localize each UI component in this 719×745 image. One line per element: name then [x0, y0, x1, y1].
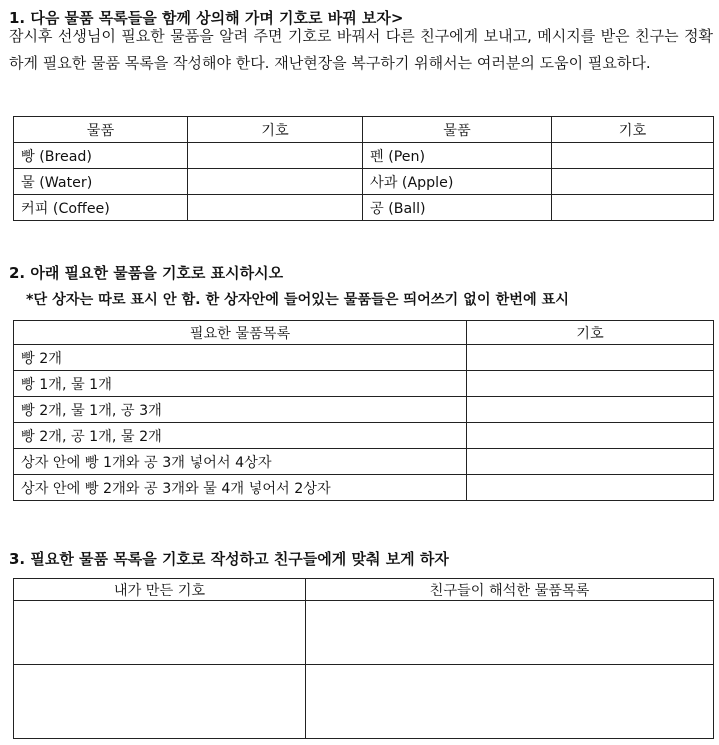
- table-header-row: [14, 321, 714, 345]
- table-row: [14, 345, 714, 371]
- symbol-cell[interactable]: [467, 345, 714, 371]
- symbol-table: [13, 116, 714, 221]
- item-cell: 커피 (Coffee): [14, 195, 188, 221]
- symbol-cell[interactable]: [552, 195, 714, 221]
- interpretation-cell[interactable]: [306, 665, 714, 739]
- my-symbols-cell[interactable]: [14, 665, 306, 739]
- table-header-row: [14, 117, 714, 143]
- item-cell: 공 (Ball): [363, 195, 552, 221]
- item-list-cell: 빵 1개, 물 1개: [14, 371, 467, 397]
- table-row: [14, 665, 714, 739]
- table-row: [14, 601, 714, 665]
- item-list-cell: 상자 안에 빵 2개와 공 3개와 물 4개 넣어서 2상자: [14, 475, 467, 501]
- table-row: [14, 195, 714, 221]
- item-list-cell: 빵 2개, 공 1개, 물 2개: [14, 423, 467, 449]
- section2-note: *단 상자는 따로 표시 안 함. 한 상자안에 들어있는 물품들은 띄어쓰기 없이 한번에 표시: [26, 292, 569, 308]
- symbol-cell[interactable]: [188, 169, 363, 195]
- symbol-cell[interactable]: [467, 423, 714, 449]
- header-my-symbols: 내가 만든 기호: [14, 579, 306, 601]
- interpretation-cell[interactable]: [306, 601, 714, 665]
- table-row: [14, 371, 714, 397]
- header-item-1: 물품: [14, 117, 188, 143]
- section3-title: 3. 필요한 물품 목록을 기호로 작성하고 친구들에게 맞춰 보게 하자: [9, 550, 449, 568]
- header-symbol: 기호: [467, 321, 714, 345]
- header-friends-interpretation: 친구들이 해석한 물품목록: [306, 579, 714, 601]
- section1-title: 1. 다음 물품 목록들을 함께 상의해 가며 기호로 바꿔 보자>: [9, 9, 404, 27]
- table-row: [14, 397, 714, 423]
- header-symbol-1: 기호: [188, 117, 363, 143]
- table-row: [14, 423, 714, 449]
- section2-title: 2. 아래 필요한 물품을 기호로 표시하시오: [9, 264, 284, 282]
- header-symbol-2: 기호: [552, 117, 714, 143]
- item-cell: 빵 (Bread): [14, 143, 188, 169]
- table-row: [14, 143, 714, 169]
- symbol-cell[interactable]: [467, 449, 714, 475]
- header-item-2: 물품: [363, 117, 552, 143]
- symbol-cell[interactable]: [552, 169, 714, 195]
- symbol-cell[interactable]: [188, 195, 363, 221]
- item-list-cell: 상자 안에 빵 1개와 공 3개 넣어서 4상자: [14, 449, 467, 475]
- header-item-list: 필요한 물품목록: [14, 321, 467, 345]
- table-row: [14, 169, 714, 195]
- symbol-cell[interactable]: [188, 143, 363, 169]
- item-list-cell: 빵 2개, 물 1개, 공 3개: [14, 397, 467, 423]
- needed-items-table: [13, 320, 714, 501]
- exchange-table: [13, 578, 714, 739]
- section1-description: 잠시후 선생님이 필요한 물품을 알려 주면 기호로 바꿔서 다른 친구에게 보내고, 메시지를 받은 친구는 정확하게 필요한 물품 목록을 작성해야 한다. 재난현장을 복구하기 위해서는 여러분의 도움이 필요하다.: [9, 27, 713, 72]
- symbol-cell[interactable]: [467, 371, 714, 397]
- symbol-cell[interactable]: [467, 397, 714, 423]
- item-cell: 사과 (Apple): [363, 169, 552, 195]
- table-row: [14, 449, 714, 475]
- my-symbols-cell[interactable]: [14, 601, 306, 665]
- item-list-cell: 빵 2개: [14, 345, 467, 371]
- item-cell: 펜 (Pen): [363, 143, 552, 169]
- table-header-row: [14, 579, 714, 601]
- symbol-cell[interactable]: [552, 143, 714, 169]
- symbol-cell[interactable]: [467, 475, 714, 501]
- item-cell: 물 (Water): [14, 169, 188, 195]
- table-row: [14, 475, 714, 501]
